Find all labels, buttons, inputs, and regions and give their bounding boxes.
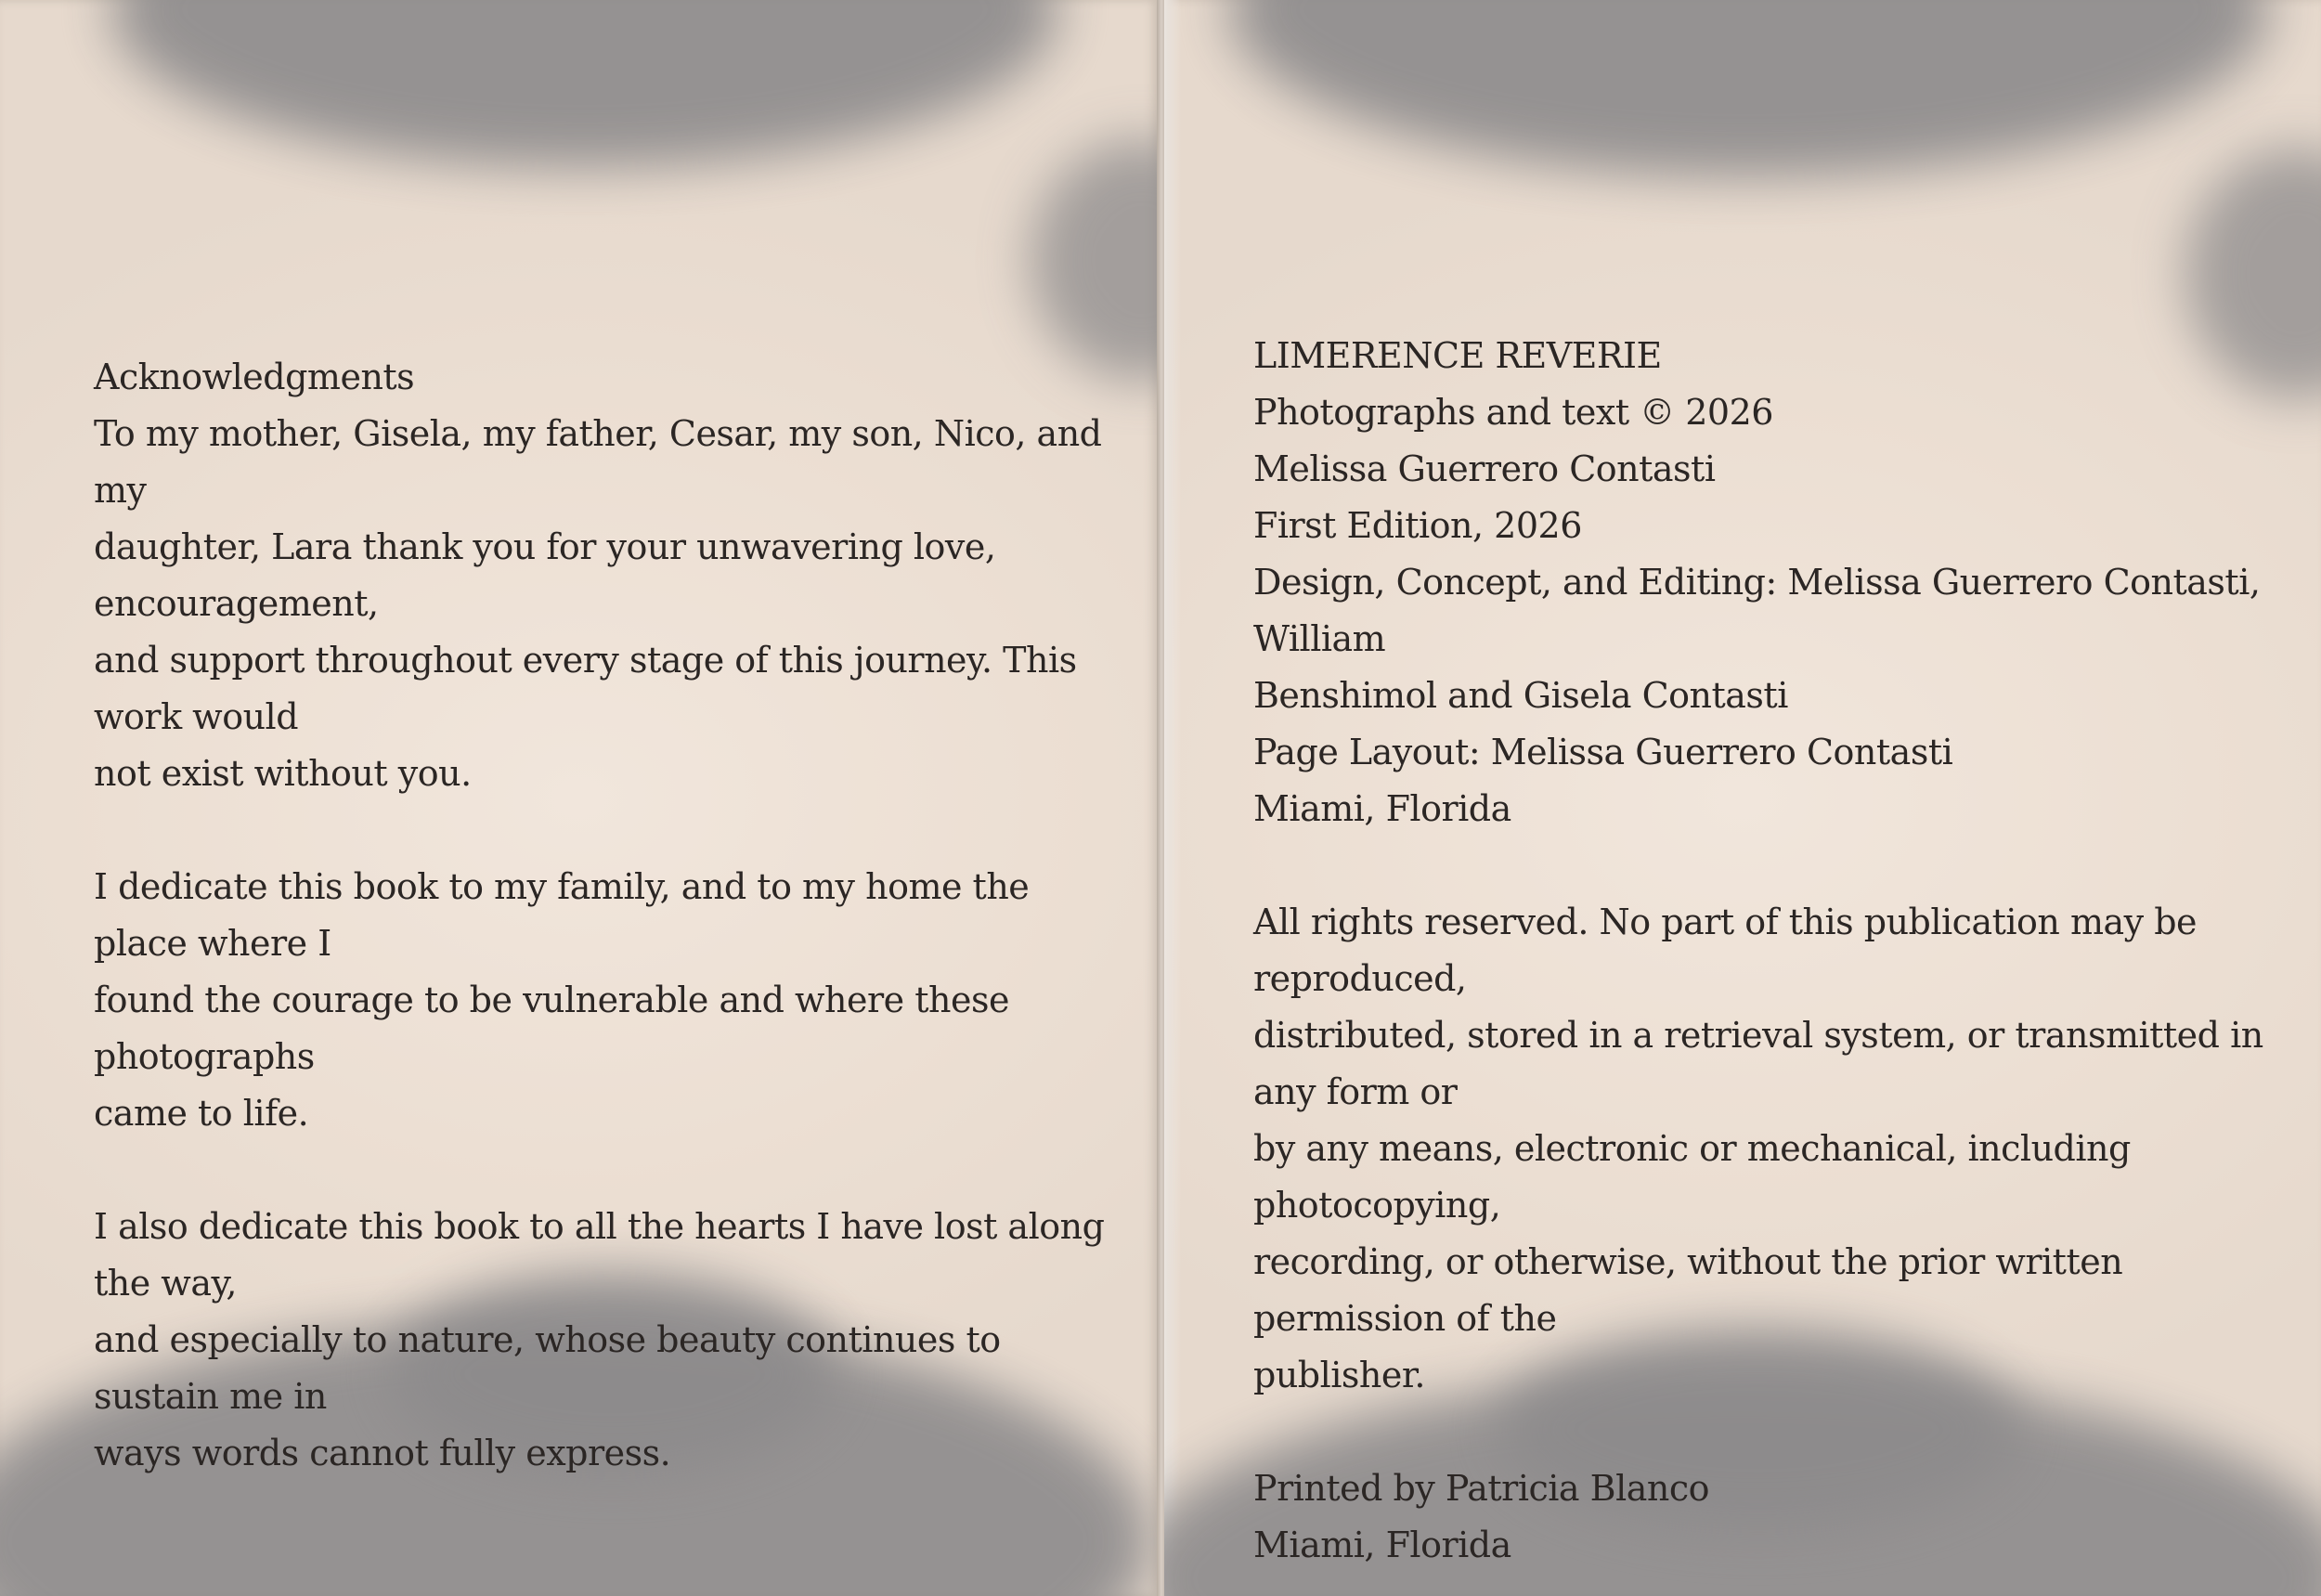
copyright-line: Photographs and text © 2026 [1253,392,1773,433]
printer-location: Miami, Florida [1253,1525,1511,1565]
location-line: Miami, Florida [1253,788,1511,829]
printer-line: Printed by Patricia Blanco [1253,1468,1710,1509]
design-credits: Design, Concept, and Editing: Melissa Guerrero Contasti, William Benshimol and Gisela Contasti [1253,562,2261,716]
rights-notice: All rights reserved. No part of this publication may be reproduced, distributed, stored in a retrieval system, or transmitted in any form or by any means, electronic or mechanical, including photocopying, recording, or otherwise, without the prior written permission of the publisher. [1253,902,2263,1395]
top-stain-left [111,0,1058,167]
right-page-edge [1164,0,1181,1596]
dedication-paragraph-1: I dedicate this book to my family, and to my home the place where I found the courage to be vulnerable and where these photographs came to life. [94,866,1030,1134]
book-title: LIMERENCE REVERIE [1253,335,1662,376]
top-stain-right [1229,0,2269,176]
acknowledgments-paragraph-1: To my mother, Gisela, my father, Cesar, my son, Nico, and my daughter, Lara thank you for your unwavering love, encouragement, and support throughout every stage of this journey. This work would not exist without you. [94,413,1102,794]
layout-credits: Page Layout: Melissa Guerrero Contasti [1253,732,1953,772]
acknowledgments-text [94,349,1124,1482]
top-right-stain-left [1031,139,1159,381]
edition-line: First Edition, 2026 [1253,505,1582,546]
colophon-text [1253,328,2293,1574]
left-page [0,0,1159,1596]
author-name: Melissa Guerrero Contasti [1253,448,1716,489]
right-page [1164,0,2321,1596]
acknowledgments-heading: Acknowledgments [94,357,415,397]
dedication-paragraph-2: I also dedicate this book to all the hearts I have lost along the way, and especially to nature, whose beauty continues to sustain me in ways words cannot fully express. [94,1206,1105,1473]
